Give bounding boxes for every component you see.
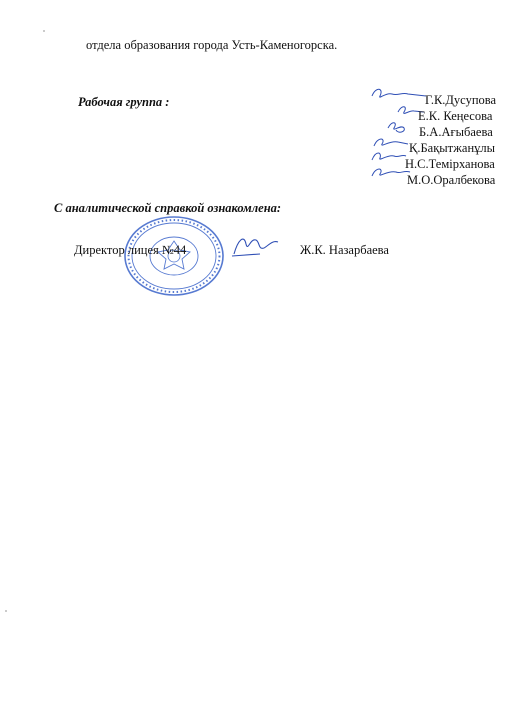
group-member: Б.А.Ағыбаева	[419, 125, 493, 139]
group-member: М.О.Оралбекова	[407, 173, 496, 187]
acquainted-label: С аналитической справкой ознакомлена:	[54, 201, 282, 215]
group-member: Қ.Бақытжанұлы	[409, 141, 496, 155]
director-name: Ж.К. Назарбаева	[300, 243, 389, 257]
scan-speck	[43, 30, 45, 32]
intro-line: отдела образования города Усть-Каменогорска.	[86, 38, 338, 52]
group-member: Н.С.Темірханова	[405, 157, 495, 171]
scan-speck	[5, 610, 7, 612]
group-member: Г.К.Дусупова	[425, 93, 497, 107]
working-group-label: Рабочая группа :	[78, 95, 170, 109]
director-signature	[230, 230, 282, 260]
group-member: Е.К. Кеңесова	[418, 109, 493, 123]
director-title: Директор лицея №44	[74, 243, 187, 257]
